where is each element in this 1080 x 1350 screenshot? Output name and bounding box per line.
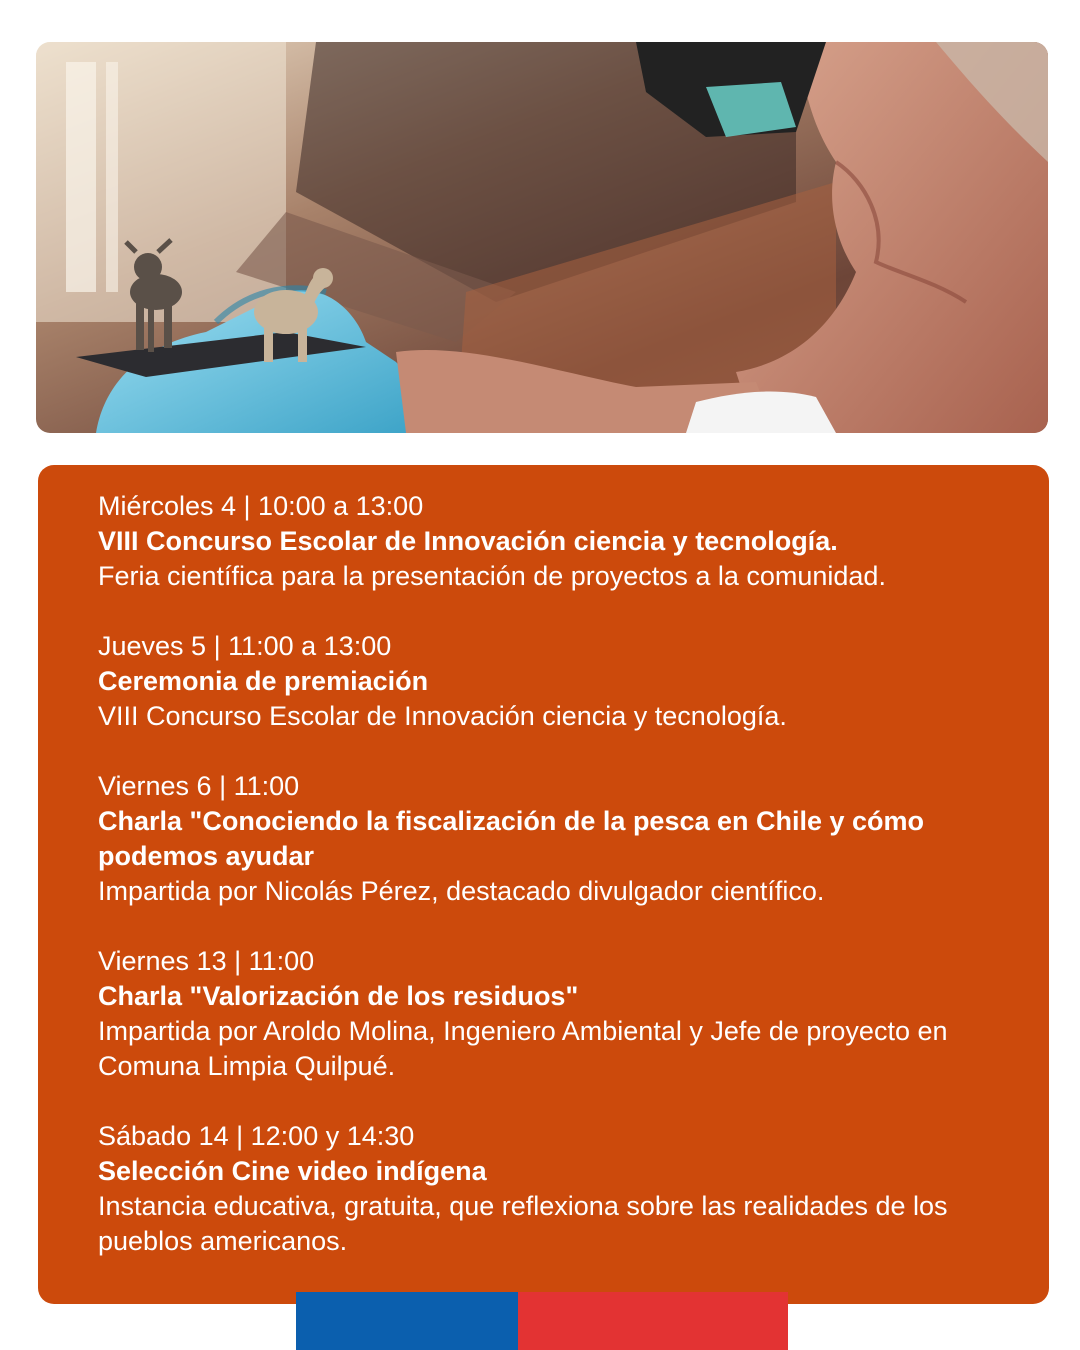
- event-description: Impartida por Aroldo Molina, Ingeniero Ambiental y Jefe de proyecto en Comuna Limpia Quilpué.: [98, 1016, 948, 1081]
- event-title: Charla "Conociendo la fiscalización de la pesca en Chile y cómo podemos ayudar: [98, 806, 925, 871]
- event-item: [98, 629, 1029, 734]
- event-item: [98, 944, 1029, 1084]
- event-title: Selección Cine video indígena: [98, 1156, 487, 1186]
- event-description: VIII Concurso Escolar de Innovación ciencia y tecnología.: [98, 701, 787, 731]
- hero-photo: [36, 42, 1048, 433]
- event-description: Instancia educativa, gratuita, que reflexiona sobre las realidades de los pueblos americanos.: [98, 1191, 948, 1256]
- event-date: Miércoles 4 | 10:00 a 13:00: [98, 491, 424, 521]
- event-item: [98, 489, 1029, 594]
- event-description: Impartida por Nicolás Pérez, destacado divulgador científico.: [98, 876, 825, 906]
- event-title: Charla "Valorización de los residuos": [98, 981, 579, 1011]
- flag-red-stripe: [518, 1292, 788, 1350]
- event-item: [98, 769, 1029, 909]
- flag-blue-stripe: [296, 1292, 518, 1350]
- event-title: Ceremonia de premiación: [98, 666, 429, 696]
- event-date: Viernes 13 | 11:00: [98, 946, 315, 976]
- event-date: Viernes 6 | 11:00: [98, 771, 300, 801]
- event-date: Sábado 14 | 12:00 y 14:30: [98, 1121, 415, 1151]
- schedule-card: [38, 465, 1049, 1304]
- event-item: [98, 1119, 1029, 1259]
- event-date: Jueves 5 | 11:00 a 13:00: [98, 631, 392, 661]
- event-title: VIII Concurso Escolar de Innovación ciencia y tecnología.: [98, 526, 838, 556]
- event-description: Feria científica para la presentación de proyectos a la comunidad.: [98, 561, 886, 591]
